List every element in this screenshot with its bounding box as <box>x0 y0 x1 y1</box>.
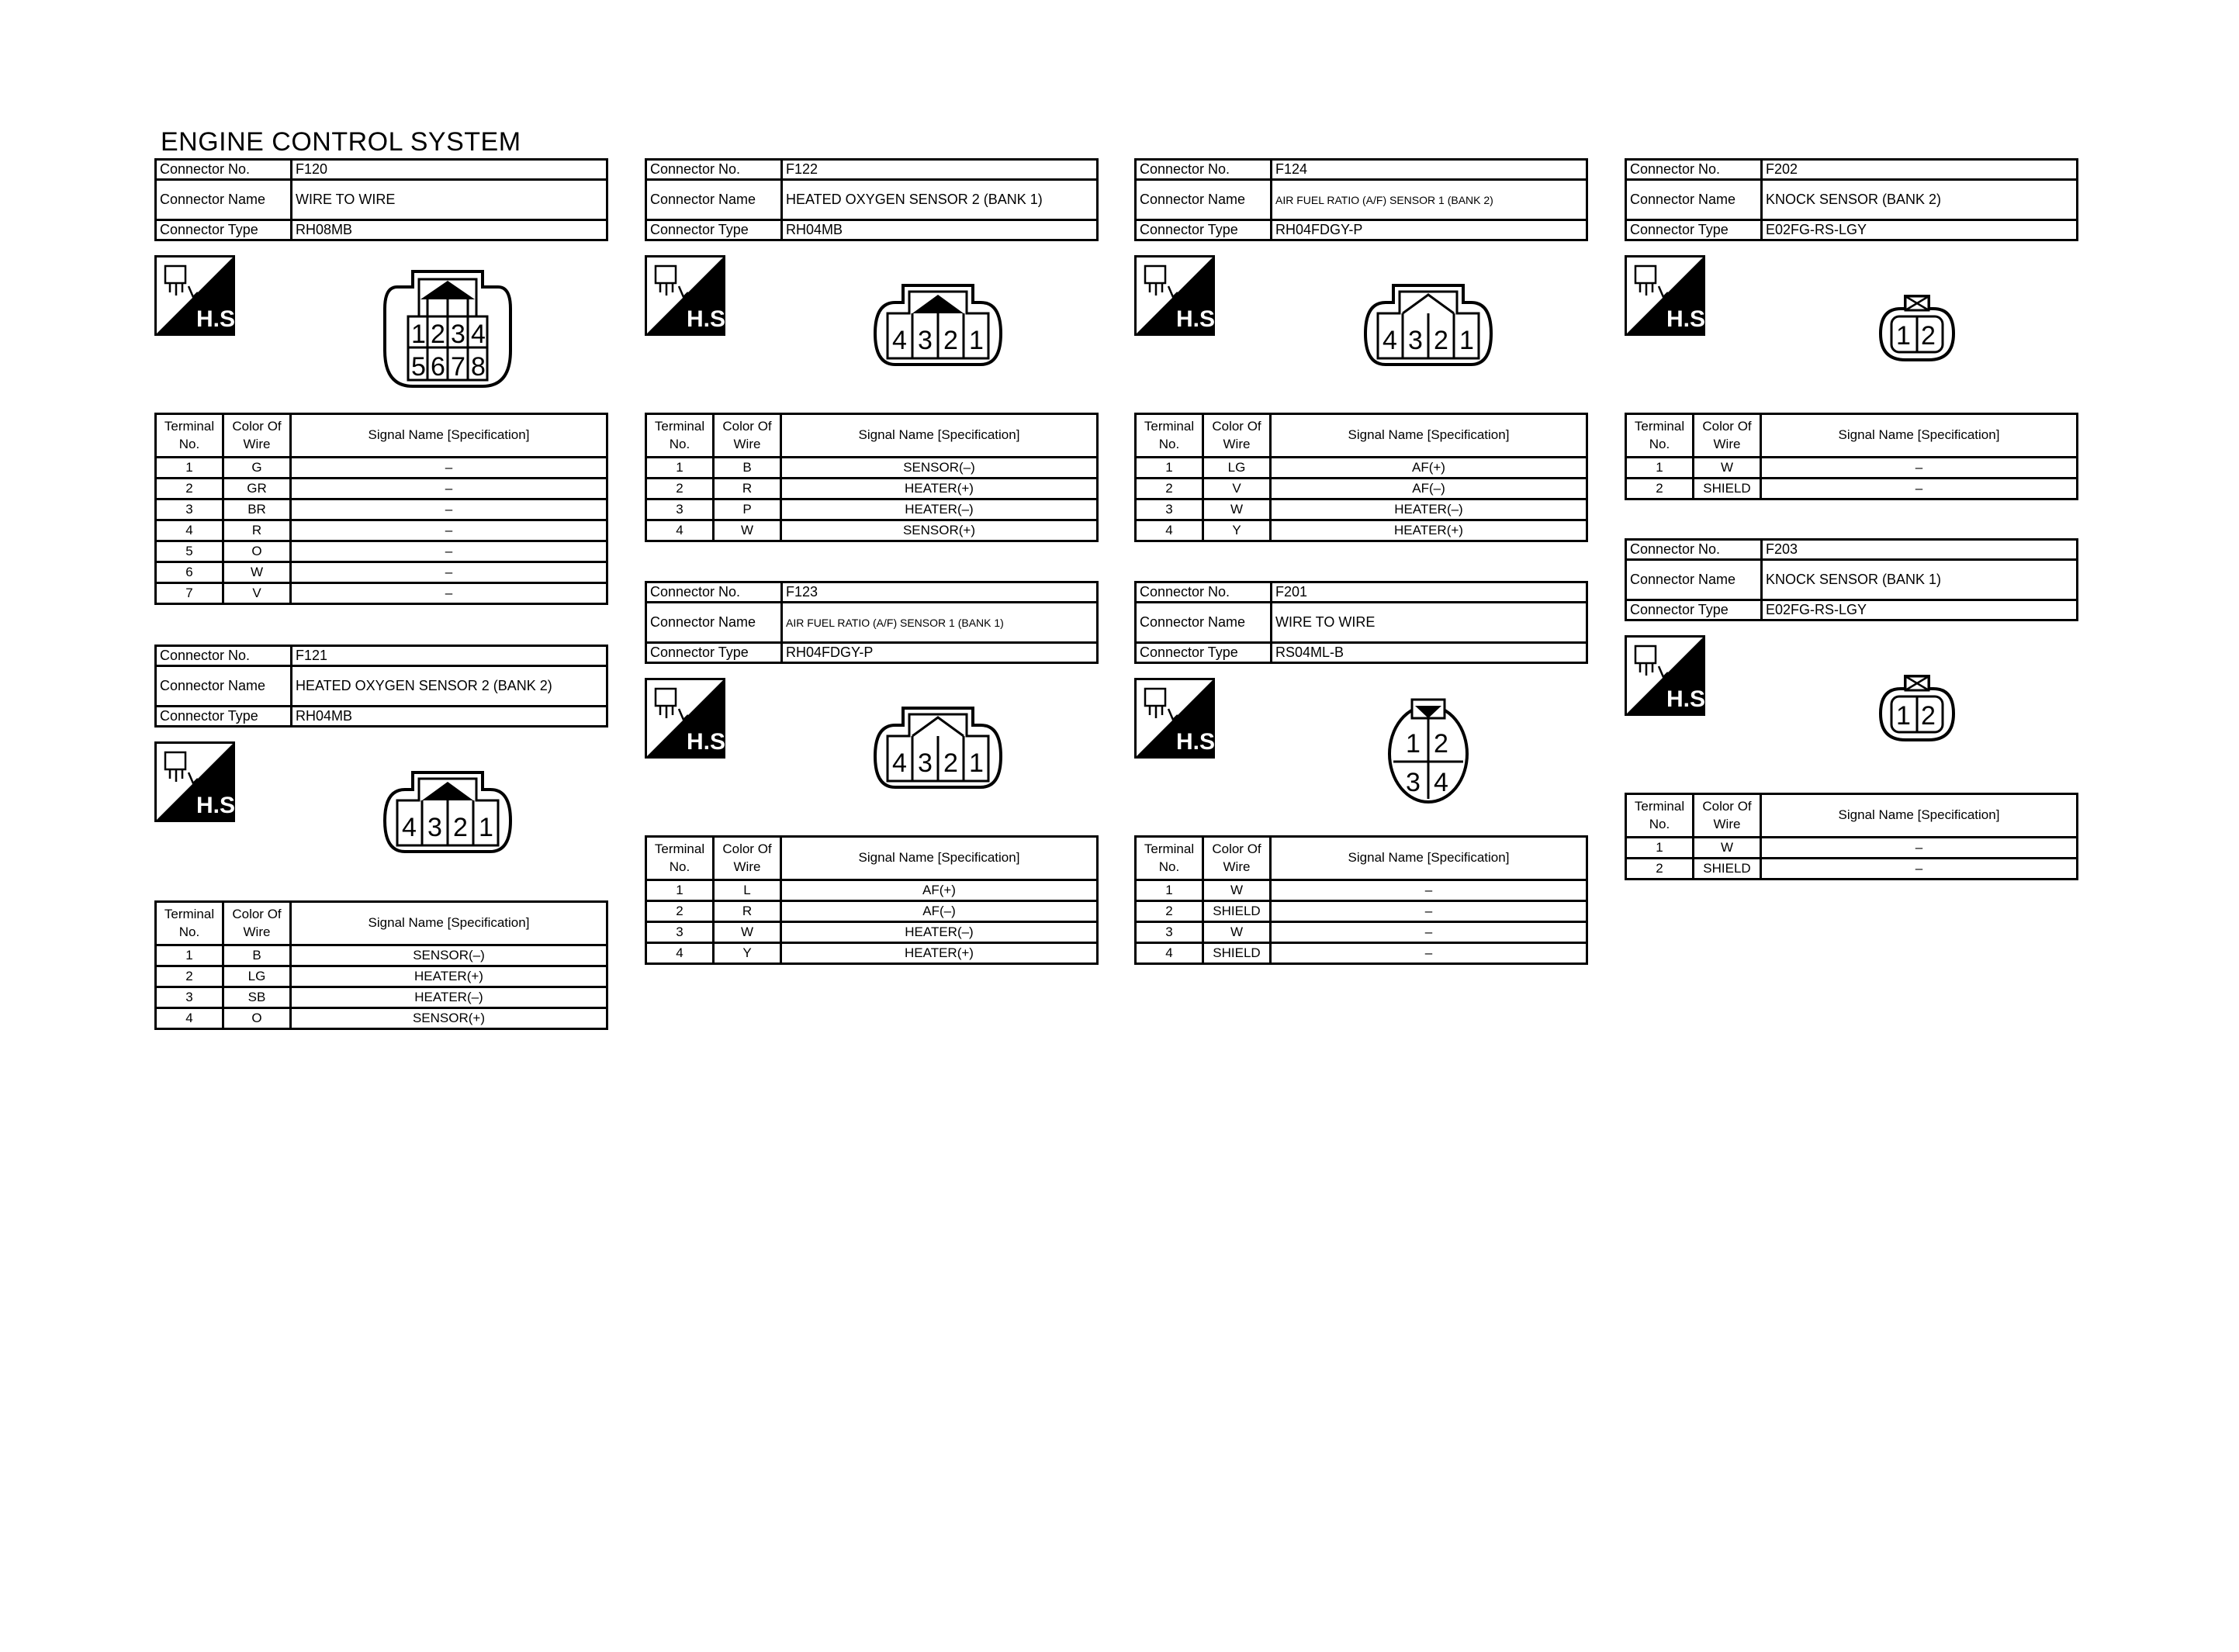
col-color: Color Of Wire <box>714 414 781 458</box>
table-row <box>1626 859 2078 880</box>
hs-text: H.S. <box>196 793 242 818</box>
col-terminal: Terminal No. <box>1136 837 1203 880</box>
terminal-no-cell: 2 <box>1626 479 1694 499</box>
table-row <box>646 520 1098 541</box>
pin-label: 8 <box>471 352 486 382</box>
connector-no: F202 <box>1762 160 2078 180</box>
col-terminal: Terminal No. <box>1136 414 1203 458</box>
wire-color-cell: SHIELD <box>1203 943 1271 964</box>
table-row <box>646 880 1098 901</box>
terminal-no-cell: 4 <box>1136 520 1203 541</box>
label-connector-name: Connector Name <box>646 180 782 220</box>
signal-name-cell: – <box>1761 859 2078 880</box>
harness-side-icon <box>1134 678 1222 759</box>
pin-label: 4 <box>402 813 417 842</box>
table-row <box>156 1008 607 1029</box>
terminal-no-cell: 2 <box>156 479 223 499</box>
table-row <box>1136 520 1587 541</box>
signal-name-cell: HEATER(–) <box>781 499 1098 520</box>
connector-no: F122 <box>782 160 1098 180</box>
connector-type: E02FG-RS-LGY <box>1762 220 2078 240</box>
label-connector-type: Connector Type <box>646 643 782 663</box>
label-connector-type: Connector Type <box>156 220 292 240</box>
signal-name-cell: SENSOR(+) <box>781 520 1098 541</box>
terminal-no-cell: 1 <box>156 458 223 479</box>
signal-name-cell: – <box>291 583 607 604</box>
terminal-table-f201 <box>1134 835 1588 965</box>
signal-name-cell: AF(+) <box>781 880 1098 901</box>
col-terminal: Terminal No. <box>646 837 714 880</box>
wire-color-cell: BR <box>223 499 291 520</box>
connector-type: RH08MB <box>292 220 607 240</box>
label-connector-type: Connector Type <box>1626 600 1762 620</box>
pin-label: 2 <box>431 320 445 349</box>
connector-no: F203 <box>1762 540 2078 560</box>
connector-header-f202 <box>1625 158 2078 241</box>
label-connector-type: Connector Type <box>1136 643 1272 663</box>
pin-label: 4 <box>1434 768 1448 797</box>
terminal-no-cell: 3 <box>1136 499 1203 520</box>
table-row <box>1626 479 2078 499</box>
connector-name: WIRE TO WIRE <box>1272 603 1587 643</box>
col-color: Color Of Wire <box>223 414 291 458</box>
signal-name-cell: HEATER(+) <box>1271 520 1587 541</box>
col-terminal: Terminal No. <box>1626 414 1694 458</box>
col-color: Color Of Wire <box>1694 794 1761 838</box>
terminal-no-cell: 3 <box>156 987 223 1008</box>
pin-label: 3 <box>918 748 933 778</box>
label-connector-type: Connector Type <box>646 220 782 240</box>
col-terminal: Terminal No. <box>646 414 714 458</box>
wire-color-cell: L <box>714 880 781 901</box>
connector-header-f122 <box>645 158 1099 241</box>
connector-header-f124 <box>1134 158 1588 241</box>
pin-label: 3 <box>918 326 933 355</box>
col-color: Color Of Wire <box>1203 837 1271 880</box>
terminal-no-cell: 4 <box>156 520 223 541</box>
wire-color-cell: SHIELD <box>1694 479 1761 499</box>
table-row <box>156 541 607 562</box>
wire-color-cell: V <box>1203 479 1271 499</box>
col-color: Color Of Wire <box>714 837 781 880</box>
connector-type: RH04FDGY-P <box>1272 220 1587 240</box>
col-signal: Signal Name [Specification] <box>781 837 1098 880</box>
table-row <box>1136 943 1587 964</box>
col-terminal: Terminal No. <box>156 414 223 458</box>
table-row <box>646 458 1098 479</box>
signal-name-cell: – <box>1761 479 2078 499</box>
signal-name-cell: – <box>1761 458 2078 479</box>
connector-name: KNOCK SENSOR (BANK 2) <box>1762 180 2078 220</box>
connector-type: RH04MB <box>292 707 607 727</box>
terminal-no-cell: 4 <box>646 943 714 964</box>
pin-label: 1 <box>1896 701 1911 731</box>
signal-name-cell: AF(–) <box>781 901 1098 922</box>
wire-color-cell: W <box>1694 838 1761 859</box>
connector-type: RH04MB <box>782 220 1098 240</box>
col-terminal: Terminal No. <box>156 902 223 945</box>
pin-label: 4 <box>892 748 907 778</box>
col-color: Color Of Wire <box>223 902 291 945</box>
terminal-table-f202 <box>1625 413 2078 500</box>
col-terminal: Terminal No. <box>1626 794 1694 838</box>
table-row <box>1136 880 1587 901</box>
connector-no: F124 <box>1272 160 1587 180</box>
terminal-table-f121 <box>154 900 608 1030</box>
pin-label: 1 <box>1459 326 1474 355</box>
table-row <box>156 945 607 966</box>
pin-label: 5 <box>411 352 426 382</box>
terminal-no-cell: 2 <box>156 966 223 987</box>
col-color: Color Of Wire <box>1694 414 1761 458</box>
label-connector-no: Connector No. <box>1626 540 1762 560</box>
pin-label: 6 <box>431 352 445 382</box>
wire-color-cell: W <box>714 922 781 943</box>
table-row <box>1136 458 1587 479</box>
pin-label: 3 <box>1408 326 1423 355</box>
terminal-table-f122 <box>645 413 1099 542</box>
connector-type: RS04ML-B <box>1272 643 1587 663</box>
table-row <box>156 562 607 583</box>
wire-color-cell: G <box>223 458 291 479</box>
connector-header-f120 <box>154 158 608 241</box>
connector-face-f124 <box>1362 282 1494 369</box>
wire-color-cell: R <box>223 520 291 541</box>
signal-name-cell: SENSOR(+) <box>291 1008 607 1029</box>
table-row <box>1626 458 2078 479</box>
col-signal: Signal Name [Specification] <box>1271 837 1587 880</box>
wire-color-cell: W <box>1203 922 1271 943</box>
col-signal: Signal Name [Specification] <box>781 414 1098 458</box>
terminal-no-cell: 1 <box>646 880 714 901</box>
connector-no: F121 <box>292 646 607 666</box>
terminal-no-cell: 6 <box>156 562 223 583</box>
pin-label: 2 <box>1434 729 1448 759</box>
pin-label: 1 <box>1406 729 1421 759</box>
terminal-no-cell: 2 <box>1136 901 1203 922</box>
signal-name-cell: – <box>291 499 607 520</box>
wire-color-cell: W <box>1203 880 1271 901</box>
wire-color-cell: Y <box>714 943 781 964</box>
connector-type: RH04FDGY-P <box>782 643 1098 663</box>
table-row <box>646 479 1098 499</box>
table-row <box>646 901 1098 922</box>
wire-color-cell: O <box>223 1008 291 1029</box>
pin-label: 3 <box>451 320 465 349</box>
connector-name: AIR FUEL RATIO (A/F) SENSOR 1 (BANK 1) <box>782 603 1098 643</box>
wire-color-cell: SHIELD <box>1203 901 1271 922</box>
col-signal: Signal Name [Specification] <box>1271 414 1587 458</box>
hs-text: H.S. <box>1176 729 1222 755</box>
terminal-no-cell: 1 <box>1626 838 1694 859</box>
wire-color-cell: Y <box>1203 520 1271 541</box>
terminal-no-cell: 4 <box>646 520 714 541</box>
label-connector-type: Connector Type <box>156 707 292 727</box>
col-signal: Signal Name [Specification] <box>291 902 607 945</box>
page-title: ENGINE CONTROL SYSTEM <box>161 127 521 157</box>
connector-header-f201 <box>1134 581 1588 664</box>
label-connector-name: Connector Name <box>1136 603 1272 643</box>
wire-color-cell: O <box>223 541 291 562</box>
signal-name-cell: HEATER(+) <box>291 966 607 987</box>
terminal-no-cell: 2 <box>646 901 714 922</box>
wire-color-cell: B <box>223 945 291 966</box>
table-row <box>646 943 1098 964</box>
signal-name-cell: HEATER(–) <box>291 987 607 1008</box>
harness-side-icon <box>1625 255 1712 336</box>
table-row <box>156 479 607 499</box>
col-signal: Signal Name [Specification] <box>1761 414 2078 458</box>
pin-label: 2 <box>943 748 958 778</box>
connector-name: HEATED OXYGEN SENSOR 2 (BANK 1) <box>782 180 1098 220</box>
table-row <box>156 520 607 541</box>
signal-name-cell: HEATER(–) <box>781 922 1098 943</box>
pin-label: 2 <box>453 813 468 842</box>
signal-name-cell: – <box>291 520 607 541</box>
wire-color-cell: LG <box>223 966 291 987</box>
hs-text: H.S. <box>1666 306 1712 332</box>
signal-name-cell: – <box>1761 838 2078 859</box>
wire-color-cell: P <box>714 499 781 520</box>
pin-label: 4 <box>471 320 486 349</box>
connector-face-f122 <box>872 282 1004 369</box>
connector-header-f203 <box>1625 538 2078 621</box>
pin-label: 1 <box>969 748 984 778</box>
harness-side-icon <box>645 678 732 759</box>
pin-label: 7 <box>451 352 465 382</box>
label-connector-no: Connector No. <box>1136 160 1272 180</box>
terminal-no-cell: 4 <box>1136 943 1203 964</box>
signal-name-cell: – <box>1271 943 1587 964</box>
col-color: Color Of Wire <box>1203 414 1271 458</box>
connector-name: HEATED OXYGEN SENSOR 2 (BANK 2) <box>292 666 607 707</box>
terminal-no-cell: 3 <box>646 922 714 943</box>
terminal-table-f123 <box>645 835 1099 965</box>
terminal-no-cell: 3 <box>156 499 223 520</box>
table-row <box>156 583 607 604</box>
pin-label: 2 <box>1921 701 1936 731</box>
label-connector-name: Connector Name <box>156 666 292 707</box>
hs-text: H.S. <box>1176 306 1222 332</box>
signal-name-cell: SENSOR(–) <box>291 945 607 966</box>
table-row <box>156 499 607 520</box>
terminal-no-cell: 1 <box>1136 880 1203 901</box>
pin-label: 4 <box>892 326 907 355</box>
harness-side-icon <box>154 741 242 822</box>
label-connector-no: Connector No. <box>1626 160 1762 180</box>
col-signal: Signal Name [Specification] <box>291 414 607 458</box>
pin-label: 1 <box>1896 321 1911 351</box>
connector-name: WIRE TO WIRE <box>292 180 607 220</box>
wire-color-cell: SHIELD <box>1694 859 1761 880</box>
harness-side-icon <box>154 255 242 336</box>
pin-label: 2 <box>943 326 958 355</box>
wire-color-cell: W <box>714 520 781 541</box>
wire-color-cell: R <box>714 479 781 499</box>
pin-label: 3 <box>427 813 442 842</box>
connector-face-f121 <box>382 769 514 856</box>
harness-side-icon <box>1625 635 1712 716</box>
connector-no: F201 <box>1272 582 1587 603</box>
connector-name: AIR FUEL RATIO (A/F) SENSOR 1 (BANK 2) <box>1272 180 1587 220</box>
label-connector-name: Connector Name <box>1626 560 1762 600</box>
connector-header-f121 <box>154 645 608 728</box>
connector-face-f201 <box>1386 696 1471 805</box>
label-connector-no: Connector No. <box>156 160 292 180</box>
harness-side-icon <box>1134 255 1222 336</box>
connector-header-f123 <box>645 581 1099 664</box>
connector-no: F120 <box>292 160 607 180</box>
terminal-no-cell: 2 <box>646 479 714 499</box>
hs-text: H.S. <box>687 306 732 332</box>
label-connector-no: Connector No. <box>646 160 782 180</box>
pin-label: 2 <box>1434 326 1448 355</box>
label-connector-type: Connector Type <box>1626 220 1762 240</box>
wire-color-cell: SB <box>223 987 291 1008</box>
connector-face-f203 <box>1877 673 1957 743</box>
table-row <box>1626 838 2078 859</box>
label-connector-no: Connector No. <box>156 646 292 666</box>
pin-label: 3 <box>1406 768 1421 797</box>
hs-text: H.S. <box>196 306 242 332</box>
harness-side-icon <box>645 255 732 336</box>
signal-name-cell: – <box>1271 880 1587 901</box>
signal-name-cell: HEATER(+) <box>781 943 1098 964</box>
signal-name-cell: HEATER(+) <box>781 479 1098 499</box>
table-row <box>646 499 1098 520</box>
label-connector-no: Connector No. <box>646 582 782 603</box>
table-row <box>646 922 1098 943</box>
connector-face-f120 <box>382 265 514 391</box>
label-connector-name: Connector Name <box>156 180 292 220</box>
terminal-no-cell: 2 <box>1626 859 1694 880</box>
pin-label: 2 <box>1921 321 1936 351</box>
terminal-table-f124 <box>1134 413 1588 542</box>
label-connector-name: Connector Name <box>1136 180 1272 220</box>
connector-name: KNOCK SENSOR (BANK 1) <box>1762 560 2078 600</box>
connector-no: F123 <box>782 582 1098 603</box>
table-row <box>1136 479 1587 499</box>
table-row <box>1136 499 1587 520</box>
signal-name-cell: – <box>1271 901 1587 922</box>
terminal-no-cell: 1 <box>1626 458 1694 479</box>
label-connector-type: Connector Type <box>1136 220 1272 240</box>
table-row <box>156 966 607 987</box>
wire-color-cell: R <box>714 901 781 922</box>
terminal-no-cell: 1 <box>156 945 223 966</box>
signal-name-cell: – <box>1271 922 1587 943</box>
terminal-no-cell: 7 <box>156 583 223 604</box>
terminal-no-cell: 5 <box>156 541 223 562</box>
signal-name-cell: AF(–) <box>1271 479 1587 499</box>
table-row <box>1136 901 1587 922</box>
table-row <box>156 458 607 479</box>
connector-type: E02FG-RS-LGY <box>1762 600 2078 620</box>
signal-name-cell: – <box>291 458 607 479</box>
signal-name-cell: – <box>291 562 607 583</box>
signal-name-cell: SENSOR(–) <box>781 458 1098 479</box>
pin-label: 1 <box>411 320 426 349</box>
col-signal: Signal Name [Specification] <box>1761 794 2078 838</box>
table-row <box>1136 922 1587 943</box>
pin-label: 1 <box>479 813 493 842</box>
pin-label: 4 <box>1383 326 1397 355</box>
pin-label: 1 <box>969 326 984 355</box>
terminal-table-f203 <box>1625 793 2078 880</box>
label-connector-name: Connector Name <box>1626 180 1762 220</box>
terminal-no-cell: 2 <box>1136 479 1203 499</box>
wire-color-cell: V <box>223 583 291 604</box>
wire-color-cell: W <box>223 562 291 583</box>
table-row <box>156 987 607 1008</box>
signal-name-cell: AF(+) <box>1271 458 1587 479</box>
terminal-no-cell: 3 <box>1136 922 1203 943</box>
wire-color-cell: GR <box>223 479 291 499</box>
label-connector-name: Connector Name <box>646 603 782 643</box>
hs-text: H.S. <box>687 729 732 755</box>
hs-text: H.S. <box>1666 686 1712 712</box>
signal-name-cell: – <box>291 479 607 499</box>
connector-face-f123 <box>872 705 1004 792</box>
wire-color-cell: W <box>1203 499 1271 520</box>
wire-color-cell: B <box>714 458 781 479</box>
terminal-no-cell: 3 <box>646 499 714 520</box>
label-connector-no: Connector No. <box>1136 582 1272 603</box>
signal-name-cell: HEATER(–) <box>1271 499 1587 520</box>
terminal-no-cell: 4 <box>156 1008 223 1029</box>
wire-color-cell: LG <box>1203 458 1271 479</box>
connector-face-f202 <box>1877 293 1957 363</box>
wire-color-cell: W <box>1694 458 1761 479</box>
terminal-no-cell: 1 <box>1136 458 1203 479</box>
terminal-table-f120 <box>154 413 608 605</box>
signal-name-cell: – <box>291 541 607 562</box>
terminal-no-cell: 1 <box>646 458 714 479</box>
